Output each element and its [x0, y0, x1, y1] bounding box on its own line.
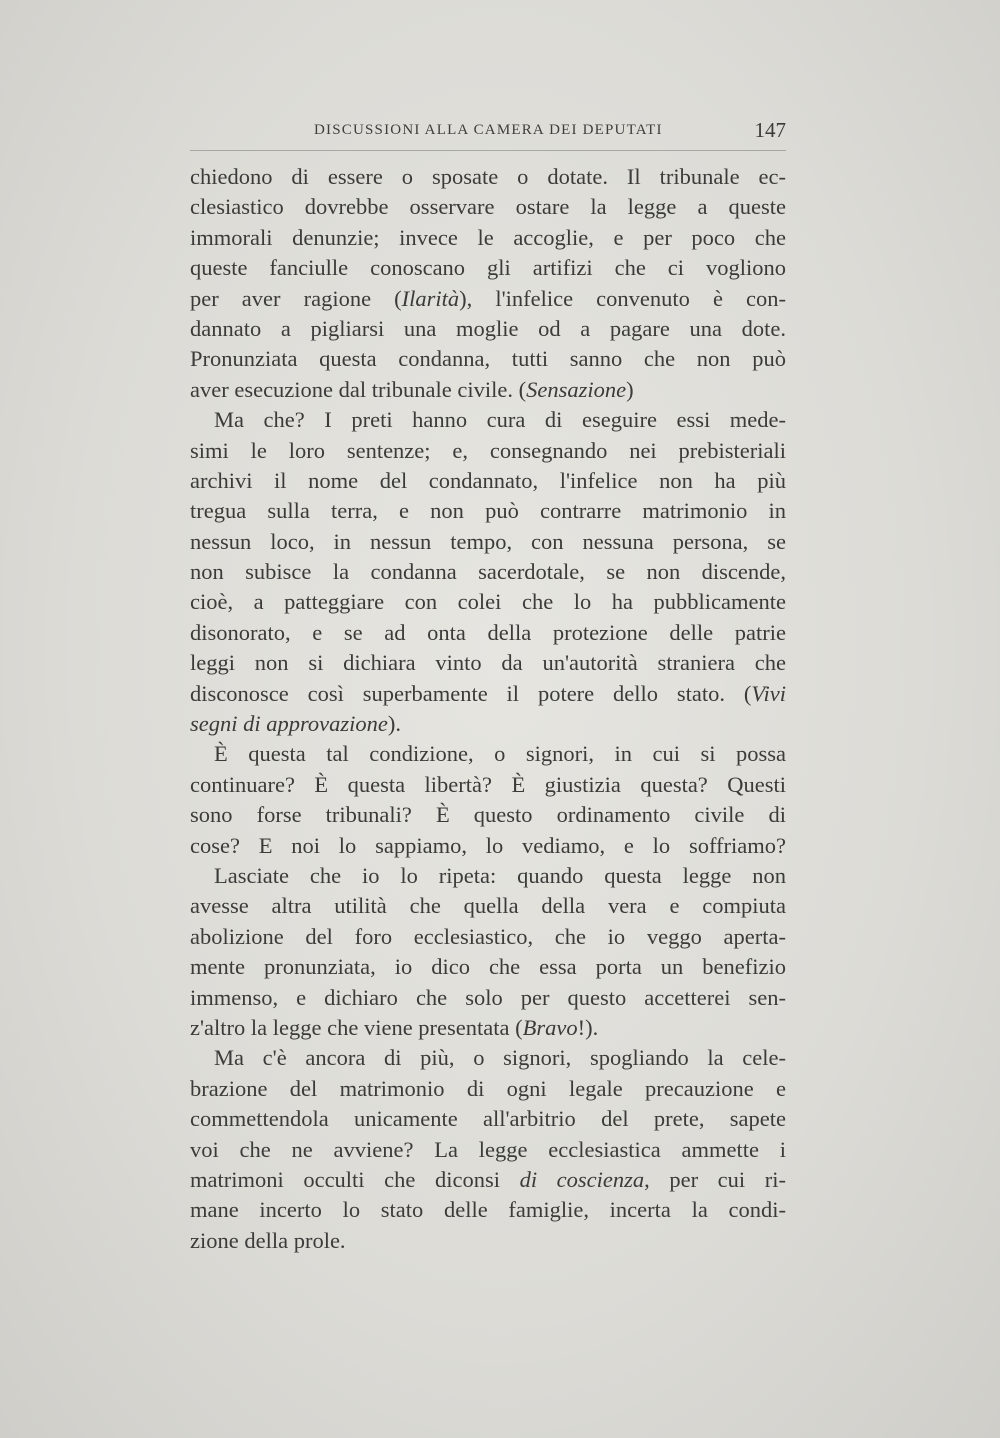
text-segment: simi le loro sentenze; e, consegnando nei prebisteriali: [190, 437, 786, 463]
text-segment: non subisce la condanna sacerdotale, se non discende,: [190, 559, 786, 585]
text-line: [190, 618, 786, 648]
text-segment: mane incerto lo stato delle famiglie, incerta la condi-: [190, 1197, 786, 1223]
text-line: [190, 1165, 786, 1195]
text-segment: zione della prole.: [190, 1227, 346, 1253]
italic-text: Ilarità: [401, 285, 460, 311]
text-line: [190, 587, 786, 617]
italic-text: Bravo: [522, 1014, 578, 1040]
text-line: [190, 1104, 786, 1134]
text-line: [190, 162, 786, 192]
text-line: [190, 344, 786, 374]
text-line: [190, 375, 786, 405]
text-segment: avesse altra utilità che quella della vera e compiuta: [190, 893, 786, 919]
text-segment: sono forse tribunali? È questo ordinamento civile di: [190, 802, 786, 828]
text-line: [190, 800, 786, 830]
text-segment: Lasciate che io lo ripeta: quando questa legge non: [214, 862, 786, 888]
text-segment: , per cui ri-: [644, 1166, 786, 1192]
text-segment: nessun loco, in nessun tempo, con nessuna persona, se: [190, 528, 786, 554]
text-segment: leggi non si dichiara vinto da un'autorità straniera che: [190, 650, 786, 676]
text-line: [190, 284, 786, 314]
text-segment: disconosce così superbamente il potere dello stato. (: [190, 680, 752, 706]
text-line: [190, 709, 786, 739]
text-line: [190, 223, 786, 253]
text-segment: aver esecuzione dal tribunale civile. (: [190, 376, 527, 402]
body-text: [190, 162, 786, 1256]
text-segment: cioè, a patteggiare con colei che lo ha pubblicamente: [190, 589, 786, 615]
text-segment: ), l'infelice convenuto è con-: [459, 285, 786, 311]
text-line: [190, 679, 786, 709]
running-head: [190, 118, 786, 151]
text-segment: ): [626, 376, 634, 402]
text-line: [190, 557, 786, 587]
italic-text: Vivi: [751, 680, 786, 706]
text-line: [190, 922, 786, 952]
italic-text: segni di approvazione: [190, 711, 388, 737]
text-segment: ).: [387, 711, 402, 737]
running-title: DISCUSSIONI ALLA CAMERA DEI DEPUTATI: [314, 122, 663, 138]
text-line: [190, 739, 786, 769]
text-segment: dannato a pigliarsi una moglie od a pagare una dote.: [190, 315, 786, 341]
text-segment: immenso, e dichiaro che solo per questo accetterei sen-: [190, 984, 786, 1010]
text-segment: Pronunziata questa condanna, tutti sanno che non può: [190, 346, 786, 372]
text-line: [190, 861, 786, 891]
text-segment: z'altro la legge che viene presentata (: [190, 1014, 523, 1040]
text-line: [190, 1013, 786, 1043]
text-line: [190, 314, 786, 344]
page-number: 147: [754, 118, 786, 142]
text-line: [190, 1195, 786, 1225]
text-segment: disonorato, e se ad onta della protezione delle patrie: [190, 619, 786, 645]
text-line: [190, 891, 786, 921]
text-segment: tregua sulla terra, e non può contrarre matrimonio in: [190, 498, 786, 524]
text-segment: Ma c'è ancora di più, o signori, spogliando la cele-: [214, 1045, 786, 1071]
text-line: [190, 405, 786, 435]
text-segment: mente pronunziata, io dico che essa porta un benefizio: [190, 954, 786, 980]
text-line: [190, 831, 786, 861]
text-segment: voi che ne avviene? La legge ecclesiastica ammette i: [190, 1136, 786, 1162]
text-segment: cose? E noi lo sappiamo, lo vediamo, e lo soffriamo?: [190, 832, 786, 858]
text-segment: !).: [577, 1014, 599, 1040]
text-line: [190, 1074, 786, 1104]
text-line: [190, 983, 786, 1013]
text-line: [190, 1043, 786, 1073]
text-segment: commettendola unicamente all'arbitrio del prete, sapete: [190, 1106, 786, 1132]
text-segment: abolizione del foro ecclesiastico, che io veggo aperta-: [190, 923, 786, 949]
text-line: [190, 253, 786, 283]
text-line: [190, 192, 786, 222]
text-segment: clesiastico dovrebbe osservare ostare la legge a queste: [190, 194, 786, 220]
italic-text: di coscienza: [519, 1166, 645, 1192]
text-line: [190, 527, 786, 557]
text-segment: immorali denunzie; invece le accoglie, e per poco che: [190, 224, 786, 250]
text-line: [190, 466, 786, 496]
text-line: [190, 952, 786, 982]
text-line: [190, 770, 786, 800]
text-line: [190, 1135, 786, 1165]
text-line: [190, 648, 786, 678]
text-segment: per aver ragione (: [190, 285, 402, 311]
text-segment: matrimoni occulti che diconsi: [190, 1166, 520, 1192]
text-segment: È questa tal condizione, o signori, in cui si possa: [214, 741, 786, 767]
text-line: [190, 1226, 786, 1256]
text-line: [190, 496, 786, 526]
text-segment: Ma che? I preti hanno cura di eseguire essi mede-: [214, 407, 786, 433]
text-segment: brazione del matrimonio di ogni legale precauzione e: [190, 1075, 786, 1101]
text-segment: continuare? È questa libertà? È giustizia questa? Questi: [190, 771, 786, 797]
text-line: [190, 436, 786, 466]
text-segment: queste fanciulle conoscano gli artifizi che ci vogliono: [190, 255, 786, 281]
text-segment: chiedono di essere o sposate o dotate. Il tribunale ec-: [190, 164, 786, 189]
italic-text: Sensazione: [526, 376, 627, 402]
text-segment: archivi il nome del condannato, l'infelice non ha più: [190, 467, 786, 493]
